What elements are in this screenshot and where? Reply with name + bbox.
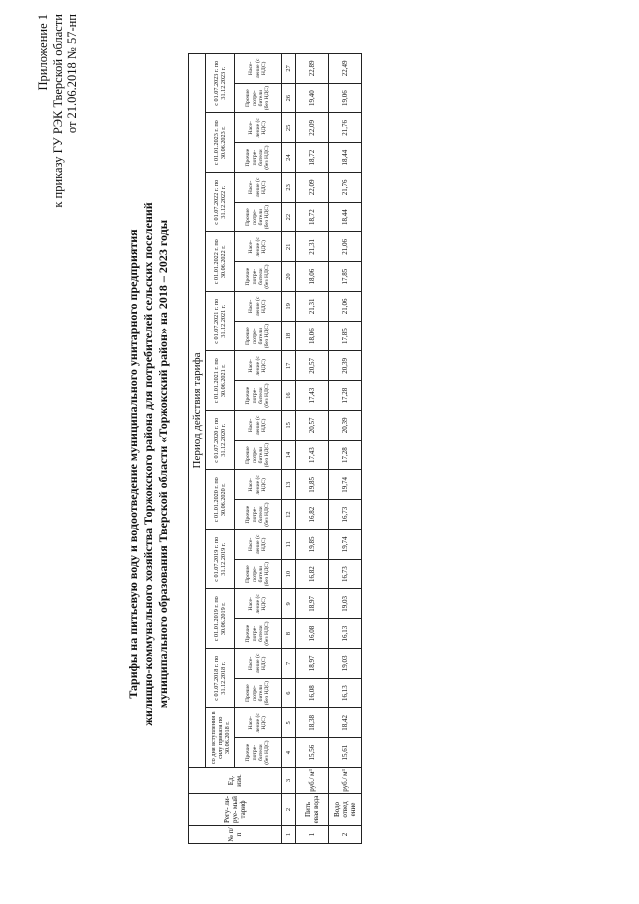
column-number: 6: [282, 678, 296, 708]
column-number: 1: [282, 826, 296, 844]
column-number: 7: [282, 649, 296, 679]
column-number: 26: [282, 83, 296, 113]
row-number: 1: [296, 826, 329, 844]
tariff-value-cell: 16,82: [296, 500, 329, 530]
col-no-header: № п/ п: [189, 826, 282, 844]
column-number: 21: [282, 232, 296, 262]
tariff-value-cell: 19,85: [296, 530, 329, 560]
tariff-value-cell: 22,49: [329, 53, 362, 83]
column-number: 4: [282, 738, 296, 768]
category-other-consumers: Прочие потре- бители (без НДС): [235, 143, 282, 173]
column-number: 11: [282, 530, 296, 560]
column-number: 14: [282, 440, 296, 470]
category-other-consumers: Прочие потре- бители (без НДС): [235, 321, 282, 351]
column-number: 18: [282, 321, 296, 351]
category-other-consumers: Прочие потре- бители (без НДС): [235, 678, 282, 708]
category-other-consumers: Прочие потре- бители (без НДС): [235, 738, 282, 768]
tariff-value-cell: 18,06: [296, 262, 329, 292]
tariff-value-cell: 18,42: [329, 708, 362, 738]
category-other-consumers: Прочие потре- бители (без НДС): [235, 619, 282, 649]
period-cell: с 01.01.2020 г. по 30.06.2020 г.: [206, 470, 235, 530]
tariff-value-cell: 21,31: [296, 292, 329, 322]
column-number: 5: [282, 708, 296, 738]
tariff-value-cell: 18,38: [296, 708, 329, 738]
appendix-line-1: Приложение 1: [36, 14, 50, 91]
tariff-value-cell: 17,28: [329, 381, 362, 411]
tariff-value-cell: 20,57: [296, 351, 329, 381]
period-cell: с 01.01.2023 г. по 30.06.2023 г.: [206, 113, 235, 173]
tariff-value-cell: 18,44: [329, 143, 362, 173]
tariff-value-cell: 16,13: [329, 619, 362, 649]
tariff-value-cell: 18,44: [329, 202, 362, 232]
tariff-value-cell: 21,31: [296, 232, 329, 262]
document-title: [126, 144, 171, 784]
col-unit-header: Ед. изм.: [189, 768, 282, 794]
tariff-value-cell: 17,43: [296, 440, 329, 470]
tariff-value-cell: 21,76: [329, 173, 362, 203]
category-row: [235, 53, 282, 843]
category-population: Насе- ление (с НДС): [235, 53, 282, 83]
tariff-value-cell: 17,28: [329, 440, 362, 470]
category-population: Насе- ление (с НДС): [235, 173, 282, 203]
tariff-value-cell: 15,61: [329, 738, 362, 768]
period-cell: с 01.07.2023 г. по 31.12.2023 г.: [206, 53, 235, 113]
column-number: 27: [282, 53, 296, 83]
column-number: 22: [282, 202, 296, 232]
tariff-value-cell: 19,03: [329, 589, 362, 619]
column-number: 8: [282, 619, 296, 649]
appendix-block: [36, 14, 80, 274]
tariff-value-cell: 22,89: [296, 53, 329, 83]
row-unit: руб./ м³: [329, 768, 362, 794]
period-cell: с 01.01.2019 г. по 30.06.2019 г.: [206, 589, 235, 649]
column-number: 2: [282, 794, 296, 826]
row-tariff-name: Пить евая вода: [296, 794, 329, 826]
tariff-value-cell: 19,03: [329, 649, 362, 679]
tariff-value-cell: 17,85: [329, 262, 362, 292]
title-line-2: жилищно-коммунального хозяйства Торжокского района для потребителей сельских поселений: [141, 202, 155, 726]
column-number: 19: [282, 292, 296, 322]
category-other-consumers: Прочие потре- бители (без НДС): [235, 559, 282, 589]
tariff-table: [188, 53, 362, 844]
tariff-value-cell: 19,85: [296, 470, 329, 500]
tariff-value-cell: 16,73: [329, 500, 362, 530]
period-cell: с 01.07.2020 г. по 31.12.2020 г.: [206, 411, 235, 471]
category-population: Насе- ление (с НДС): [235, 411, 282, 441]
appendix-line-2: к приказу ГУ РЭК Тверской области: [50, 14, 65, 208]
tariff-value-cell: 17,43: [296, 381, 329, 411]
column-number: 10: [282, 559, 296, 589]
category-population: Насе- ление (с НДС): [235, 589, 282, 619]
column-number: 13: [282, 470, 296, 500]
tariff-value-cell: 19,40: [296, 83, 329, 113]
column-number: 3: [282, 768, 296, 794]
period-cell: с 01.07.2021 г. по 31.12.2021 г.: [206, 292, 235, 352]
tariff-value-cell: 18,72: [296, 202, 329, 232]
category-population: Насе- ление (с НДС): [235, 113, 282, 143]
tariff-value-cell: 22,09: [296, 113, 329, 143]
row-unit: руб./ м³: [296, 768, 329, 794]
tariff-value-cell: 19,06: [329, 83, 362, 113]
category-other-consumers: Прочие потре- бители (без НДС): [235, 83, 282, 113]
category-other-consumers: Прочие потре- бители (без НДС): [235, 262, 282, 292]
row-number: 2: [329, 826, 362, 844]
category-other-consumers: Прочие потре- бители (без НДС): [235, 500, 282, 530]
column-number: 16: [282, 381, 296, 411]
table-row: [296, 53, 329, 843]
tariff-value-cell: 15,56: [296, 738, 329, 768]
tariff-value-cell: 19,74: [329, 470, 362, 500]
column-number: 24: [282, 143, 296, 173]
tariff-value-cell: 16,73: [329, 559, 362, 589]
category-population: Насе- ление (с НДС): [235, 232, 282, 262]
row-tariff-name: Водо отвед ение: [329, 794, 362, 826]
period-cell: с 01.07.2018 г. по 31.12.2018 г.: [206, 649, 235, 709]
category-population: Насе- ление (с НДС): [235, 530, 282, 560]
category-other-consumers: Прочие потре- бители (без НДС): [235, 202, 282, 232]
period-cell: с 01.01.2021 г. по 30.06.2021 г.: [206, 351, 235, 411]
category-population: Насе- ление (с НДС): [235, 708, 282, 738]
category-population: Насе- ление (с НДС): [235, 292, 282, 322]
title-line-1: Тарифы на питьевую воду и водоотведение муниципального унитарного предприятия: [126, 229, 140, 699]
column-number: 17: [282, 351, 296, 381]
tariff-value-cell: 18,97: [296, 649, 329, 679]
column-number: 12: [282, 500, 296, 530]
category-population: Насе- ление (с НДС): [235, 470, 282, 500]
tariff-value-cell: 21,06: [329, 232, 362, 262]
column-number: 15: [282, 411, 296, 441]
tariff-value-cell: 16,82: [296, 559, 329, 589]
appendix-line-3: от 21.06.2018 № 57-нп: [65, 14, 79, 134]
tariff-value-cell: 18,97: [296, 589, 329, 619]
tariff-value-cell: 16,08: [296, 678, 329, 708]
category-population: Насе- ление (с НДС): [235, 649, 282, 679]
col-tariff-header: Регу- ли- руе- мый тариф: [189, 794, 282, 826]
period-cell: с 01.01.2022 г. по 30.06.2022 г.: [206, 232, 235, 292]
category-population: Насе- ление (с НДС): [235, 351, 282, 381]
column-number: 20: [282, 262, 296, 292]
column-number: 25: [282, 113, 296, 143]
column-number: 9: [282, 589, 296, 619]
tariff-value-cell: 21,06: [329, 292, 362, 322]
table-row: [329, 53, 362, 843]
tariff-value-cell: 17,85: [329, 321, 362, 351]
period-header: Период действия тарифа: [189, 53, 206, 767]
period-cell: с 01.07.2022 г. по 31.12.2022 г.: [206, 173, 235, 233]
category-other-consumers: Прочие потре- бители (без НДС): [235, 440, 282, 470]
tariff-value-cell: 18,06: [296, 321, 329, 351]
tariff-value-cell: 18,72: [296, 143, 329, 173]
title-line-3: муниципального образования Тверской области «Торжокский район» на 2018 – 2023 годы: [156, 219, 170, 709]
column-number-row: [282, 53, 296, 843]
tariff-value-cell: 22,09: [296, 173, 329, 203]
tariff-value-cell: 19,74: [329, 530, 362, 560]
header-row-1: [189, 53, 206, 843]
period-cell: со дня вступления в силу приказа по 30.06.2018 г.: [206, 708, 235, 768]
category-other-consumers: Прочие потре- бители (без НДС): [235, 381, 282, 411]
tariff-value-cell: 20,57: [296, 411, 329, 441]
tariff-value-cell: 16,08: [296, 619, 329, 649]
period-cell: с 01.07.2019 г. по 31.12.2019 г.: [206, 530, 235, 590]
tariff-value-cell: 20,39: [329, 411, 362, 441]
tariff-value-cell: 16,13: [329, 678, 362, 708]
period-subheader-row: [206, 53, 235, 843]
tariff-value-cell: 20,39: [329, 351, 362, 381]
column-number: 23: [282, 173, 296, 203]
tariff-value-cell: 21,76: [329, 113, 362, 143]
